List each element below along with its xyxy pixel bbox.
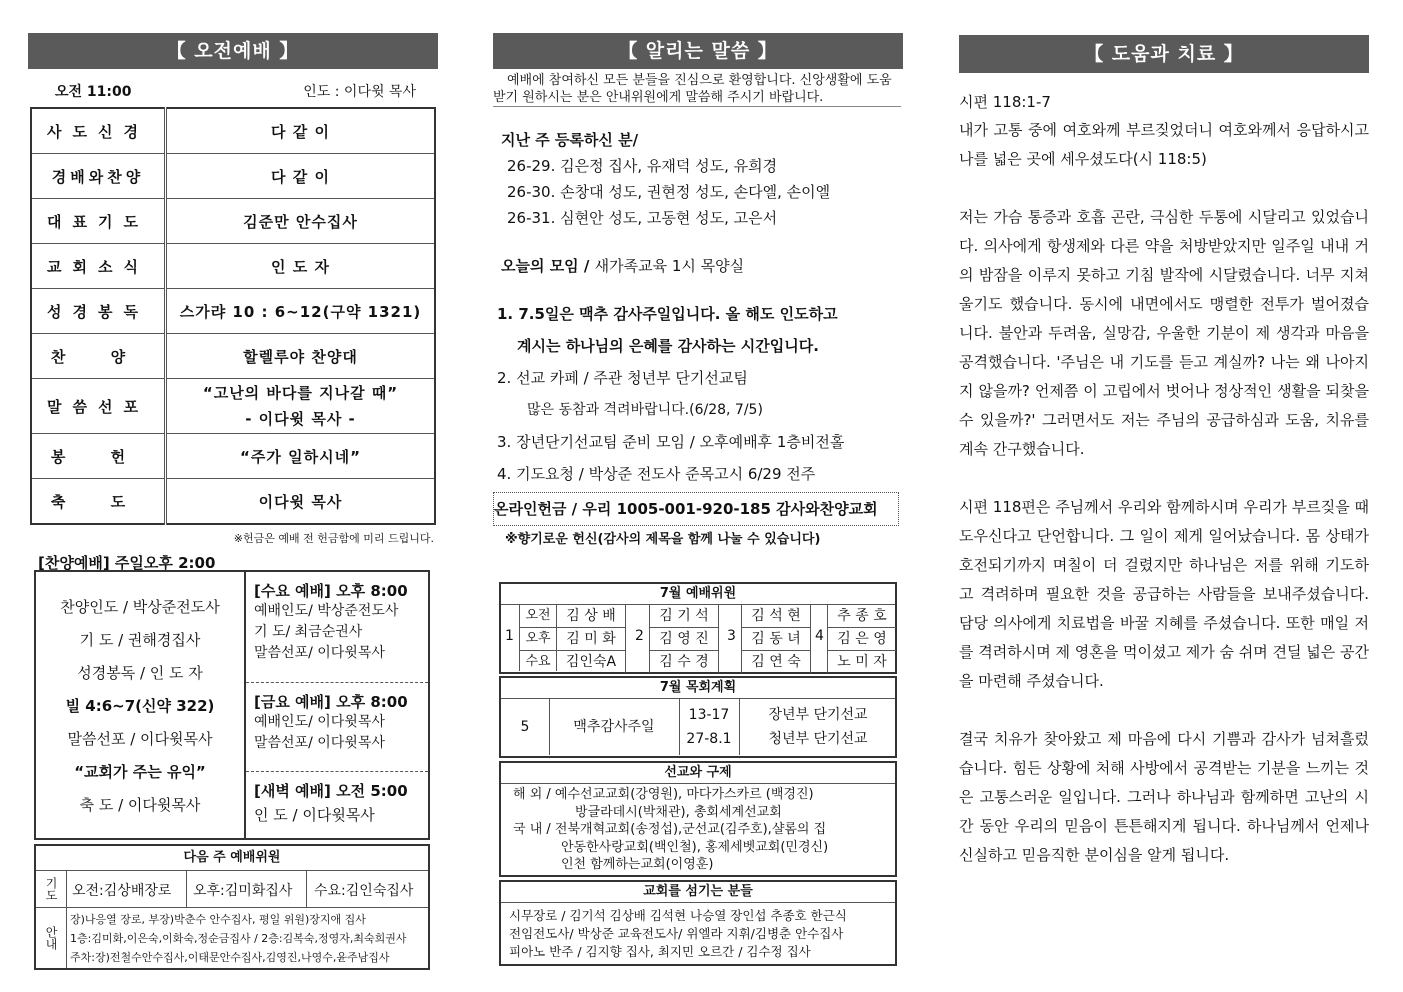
mission-line: 안동한사랑교회(백인철), 홍제세벳교회(민경신) xyxy=(561,839,829,855)
devotional-column xyxy=(959,0,1369,870)
mission-line: 인천 함께하는교회(이영훈) xyxy=(561,857,714,872)
order-value: 다 같 이 xyxy=(166,154,436,199)
worship-order-table xyxy=(30,107,436,525)
order-item: 경배와찬양 xyxy=(31,154,166,199)
plan-items: 장년부 단기선교 청년부 단기선교 xyxy=(768,707,868,747)
order-value: 할렐루야 찬양대 xyxy=(166,334,436,379)
praise-order xyxy=(36,572,246,838)
july-plan-row xyxy=(501,699,895,755)
servants-list xyxy=(501,903,895,961)
committee-row-labels: 오전 오후 수요 xyxy=(519,605,557,671)
paragraph: 결국 치유가 찾아왔고 제 마음에 다시 기쁨과 감사가 넘쳐흘렀습니다. 힘든 상황에 처해 사방에서 공격받는 기분을 느끼는 것은 고통스러운 일입니다. 그러나 하나님과 함께하면 고난의 시간 동안 우리의 믿음이 튼튼해지게 됩니다. 하나님께서 언제나 신실하고 믿음직한 분이심을 알게 됩니다. xyxy=(959,730,1369,864)
table-row xyxy=(31,479,435,525)
fragrance-note: ※향기로운 헌신(감사의 제목을 함께 나눌 수 있습니다) xyxy=(505,532,821,547)
week-3-names: 김 석 현 김 동 녀 김 연 숙 xyxy=(741,605,811,673)
weekday-services xyxy=(246,572,428,838)
plan-dates: 13-17 27-8.1 xyxy=(686,707,732,747)
week-4-names: 추 종 호 김 은 영 노 미 자 xyxy=(827,605,896,673)
praise-line: 기 도 / 권해경집사 xyxy=(79,631,201,649)
week-2-names: 김 기 석 김 영 진 김 수 경 xyxy=(649,605,719,673)
announcement-line: 3. 장년단기선교팀 준비 모임 / 오후예배후 1층비전홀 xyxy=(497,433,845,451)
week-number: 3 xyxy=(727,628,736,644)
prayer-label: 기도 xyxy=(36,871,67,907)
announcement-line: 1. 7.5일은 맥추 감사주일입니다. 올 해도 인도하고 xyxy=(497,305,838,323)
sermon-preacher: - 이다윗 목사 - xyxy=(245,410,356,428)
welcome-text: 예배에 참여하신 모든 분들을 진심으로 환영합니다. 신앙생활에 도움받기 원하시는 분은 안내위원에게 말씀해 주시기 바랍니다. xyxy=(493,69,901,107)
morning-worship-header: 【 오전예배 】 xyxy=(28,33,438,69)
today-meeting: 오늘의 모임 / 새가족교육 1시 목양실 xyxy=(501,257,745,275)
servants-line: 전임전도사/ 박상준 교육전도사/ 위엘라 지휘/김병춘 안수집사 xyxy=(509,926,844,941)
guide-list xyxy=(70,910,407,967)
order-item: 교회소식 xyxy=(31,244,166,289)
table-row xyxy=(31,434,435,479)
wednesday-service xyxy=(246,572,428,683)
praise-line: 찬양인도 / 박상준전도사 xyxy=(60,598,220,616)
announcement-list xyxy=(497,298,903,490)
announcement-line: 많은 동참과 격려바랍니다.(6/28, 7/5) xyxy=(527,402,763,418)
paragraph: 저는 가슴 통증과 호흡 곤란, 극심한 두통에 시달리고 있었습니다. 의사에게 항생제와 다른 약을 처방받았지만 일주일 내내 거의 밤잠을 이루지 못하고 기침 발작에 시달렸습니다. 너무 지쳐 울기도 했습니다. 동시에 내면에서도 맹렬한 전투가 벌어졌습니다. 불안과 두려움, 실망감, 우울한 기분이 제 생각과 마음을 공격했습니다. '주님은 내 기도를 듣고 계실까? 나는 왜 나아지지 않을까? 언제쯤 이 고립에서 벗어나 정상적인 생활을 되찾을 수 있을까?' 그러면서도 저는 주님의 공급하심과 도움, 치유를 계속 간구했습니다. xyxy=(959,208,1369,458)
praise-line: 빌 4:6~7(신약 322) xyxy=(65,697,215,715)
mission-box xyxy=(499,761,897,877)
order-value: 다 같 이 xyxy=(166,108,436,154)
prayer-wednesday: 수요:김인숙집사 xyxy=(314,883,414,899)
devotional-header: 【 도움과 치료 】 xyxy=(959,35,1369,73)
sermon-title: “고난의 바다를 지나갈 때” xyxy=(202,384,399,402)
online-offering: 온라인헌금 / 우리 1005-001-920-185 감사와찬양교회 xyxy=(493,492,899,526)
mission-line: 국 내 / 전북개혁교회(송정섭),군선교(김주호),샬롬의 집 xyxy=(513,822,827,837)
praise-worship-title: [찬양예배] 주일오후 2:00 xyxy=(38,554,216,572)
praise-line: “교회가 주는 유익” xyxy=(74,763,206,781)
order-item: 성경봉독 xyxy=(31,289,166,334)
announcements-column xyxy=(493,0,903,959)
plan-month: 5 xyxy=(501,699,550,755)
guide-line: 주차:장)전철수안수집사,이태문안수집사,김영진,나영수,윤주남집사 xyxy=(70,951,390,964)
prayer-morning: 오전:김상배장로 xyxy=(72,883,172,899)
prayer-afternoon: 오후:김미화집사 xyxy=(193,883,293,899)
july-plan-title: 7월 목회계획 xyxy=(501,678,895,699)
order-value xyxy=(166,379,436,434)
friday-title: [금요 예배] 오후 8:00 xyxy=(254,693,408,711)
table-row xyxy=(31,108,435,154)
announcement-line: 2. 선교 카페 / 주관 청년부 단기선교팀 xyxy=(497,369,748,387)
july-committee-box xyxy=(499,582,897,674)
order-value: 이다윗 목사 xyxy=(166,479,436,525)
guide-label: 안내 xyxy=(36,908,67,968)
announcement-line: 4. 기도요청 / 박상준 전도사 준목고시 6/29 전주 xyxy=(497,465,816,483)
friday-service xyxy=(246,683,428,772)
dawn-service xyxy=(246,772,428,838)
guide-line: 장)나응열 장로, 부장)박춘수 안수집사, 평일 위원)장지애 집사 xyxy=(70,913,366,926)
prayer-row xyxy=(36,871,428,908)
mission-line: 해 외 / 예수선교교회(강영원), 마다가스카르 (백경진) xyxy=(513,787,814,802)
wednesday-item: 기 도/ 최금순권사 xyxy=(254,624,363,640)
guide-row xyxy=(36,908,428,968)
next-week-title: 다음 주 예배위원 xyxy=(36,846,428,871)
order-value: 김준만 안수집사 xyxy=(166,199,436,244)
scripture-reference: 시편 118:1-7 xyxy=(959,93,1051,111)
order-item: 봉 헌 xyxy=(31,434,166,479)
table-row xyxy=(31,334,435,379)
plan-event: 맥추감사주일 xyxy=(549,699,680,755)
servants-box xyxy=(499,880,897,966)
order-item: 말씀선포 xyxy=(31,379,166,434)
offering-note: ※헌금은 예배 전 헌금함에 미리 드립니다. xyxy=(233,532,434,545)
servants-line: 시무장로 / 김기석 김상배 김석현 나승열 장인섭 추종호 한근식 xyxy=(509,908,847,923)
guide-line: 1층:김미화,이은숙,이화숙,정순금집사 / 2층:김복숙,정영자,최숙희권사 xyxy=(70,932,407,945)
mission-line: 방글라데시(박채관), 총회세계선교회 xyxy=(575,804,782,820)
dawn-title: [새벽 예배] 오전 5:00 xyxy=(254,782,408,800)
morning-worship-column xyxy=(28,0,438,964)
july-committee-grid xyxy=(501,605,895,671)
next-week-committee xyxy=(34,844,430,970)
announcements-header: 【 알리는 말씀 】 xyxy=(493,33,903,69)
wednesday-title: [수요 예배] 오후 8:00 xyxy=(254,582,408,600)
mission-list xyxy=(501,784,895,874)
order-item: 찬 양 xyxy=(31,334,166,379)
praise-line: 성경봉독 / 인 도 자 xyxy=(77,664,203,682)
table-row xyxy=(31,289,435,334)
praise-line: 말씀선포 / 이다윗목사 xyxy=(67,730,213,748)
order-value: 인 도 자 xyxy=(166,244,436,289)
praise-line: 축 도 / 이다윗목사 xyxy=(79,796,201,814)
order-value: “주가 일하시네” xyxy=(166,434,436,479)
july-committee-title: 7월 예배위원 xyxy=(501,584,895,605)
order-item: 대표기도 xyxy=(31,199,166,244)
dawn-item: 인 도 / 이다윗목사 xyxy=(254,806,375,824)
friday-item: 예배인도/ 이다윗목사 xyxy=(254,714,385,730)
week-number: 2 xyxy=(635,628,644,644)
new-member-line: 26-31. 심현안 성도, 고동현 성도, 고은서 xyxy=(507,209,778,227)
key-verse: 내가 고통 중에 여호와께 부르짖었더니 여호와께서 응답하시고 나를 넓은 곳에 세우셨도다(시 118:5) xyxy=(959,121,1369,168)
order-item: 사도신경 xyxy=(31,108,166,154)
july-plan-box xyxy=(499,676,897,758)
new-members-title: 지난 주 등록하신 분/ xyxy=(501,131,639,149)
service-leader: 인도 : 이다윗 목사 xyxy=(303,84,416,100)
paragraph: 시편 118편은 주님께서 우리와 함께하시며 우리가 부르짖을 때 도우신다고 단언합니다. 그 일이 제게 일어났습니다. 몸 상태가 호전되기까지 며칠이 더 걸렸지만 하나님은 저를 위해 기도하고 격려하며 필요한 것을 공급하는 사람들을 보내주셨습니다. 담당 의사에게 치료법을 바꿀 지혜를 주셨습니다. 또한 매일 저를 격려하시며 제 영혼을 먹이셨고 제가 숨 쉬며 견딜 넓은 공간을 마련해 주셨습니다. xyxy=(959,498,1369,690)
wednesday-item: 예배인도/ 박상준전도사 xyxy=(254,603,399,619)
table-row xyxy=(31,244,435,289)
week-number: 4 xyxy=(815,628,824,644)
table-row xyxy=(31,154,435,199)
servants-title: 교회를 섬기는 분들 xyxy=(501,882,895,903)
order-item: 축 도 xyxy=(31,479,166,525)
service-info xyxy=(28,69,438,99)
service-time: 오전 11:00 xyxy=(55,84,132,100)
servants-line: 피아노 반주 / 김지향 집사, 최지민 오르간 / 김수정 집사 xyxy=(509,944,811,959)
friday-item: 말씀선포/ 이다윗목사 xyxy=(254,735,385,751)
new-member-line: 26-30. 손창대 성도, 권현정 성도, 손다엘, 손이엘 xyxy=(507,183,831,201)
new-member-line: 26-29. 김은정 집사, 유재덕 성도, 유희경 xyxy=(507,157,778,175)
wednesday-item: 말씀선포/ 이다윗목사 xyxy=(254,645,385,661)
week-number: 1 xyxy=(505,628,514,644)
mission-title: 선교와 구제 xyxy=(501,763,895,784)
praise-worship-box xyxy=(34,570,430,840)
week-1-names: 김 상 배 김 미 화 김인숙A xyxy=(557,605,626,673)
table-row xyxy=(31,379,435,434)
order-value: 스가랴 10 : 6~12(구약 1321) xyxy=(166,289,436,334)
table-row xyxy=(31,199,435,244)
new-members xyxy=(501,127,903,231)
announcement-line: 계시는 하나님의 은혜를 감사하는 시간입니다. xyxy=(517,337,819,355)
